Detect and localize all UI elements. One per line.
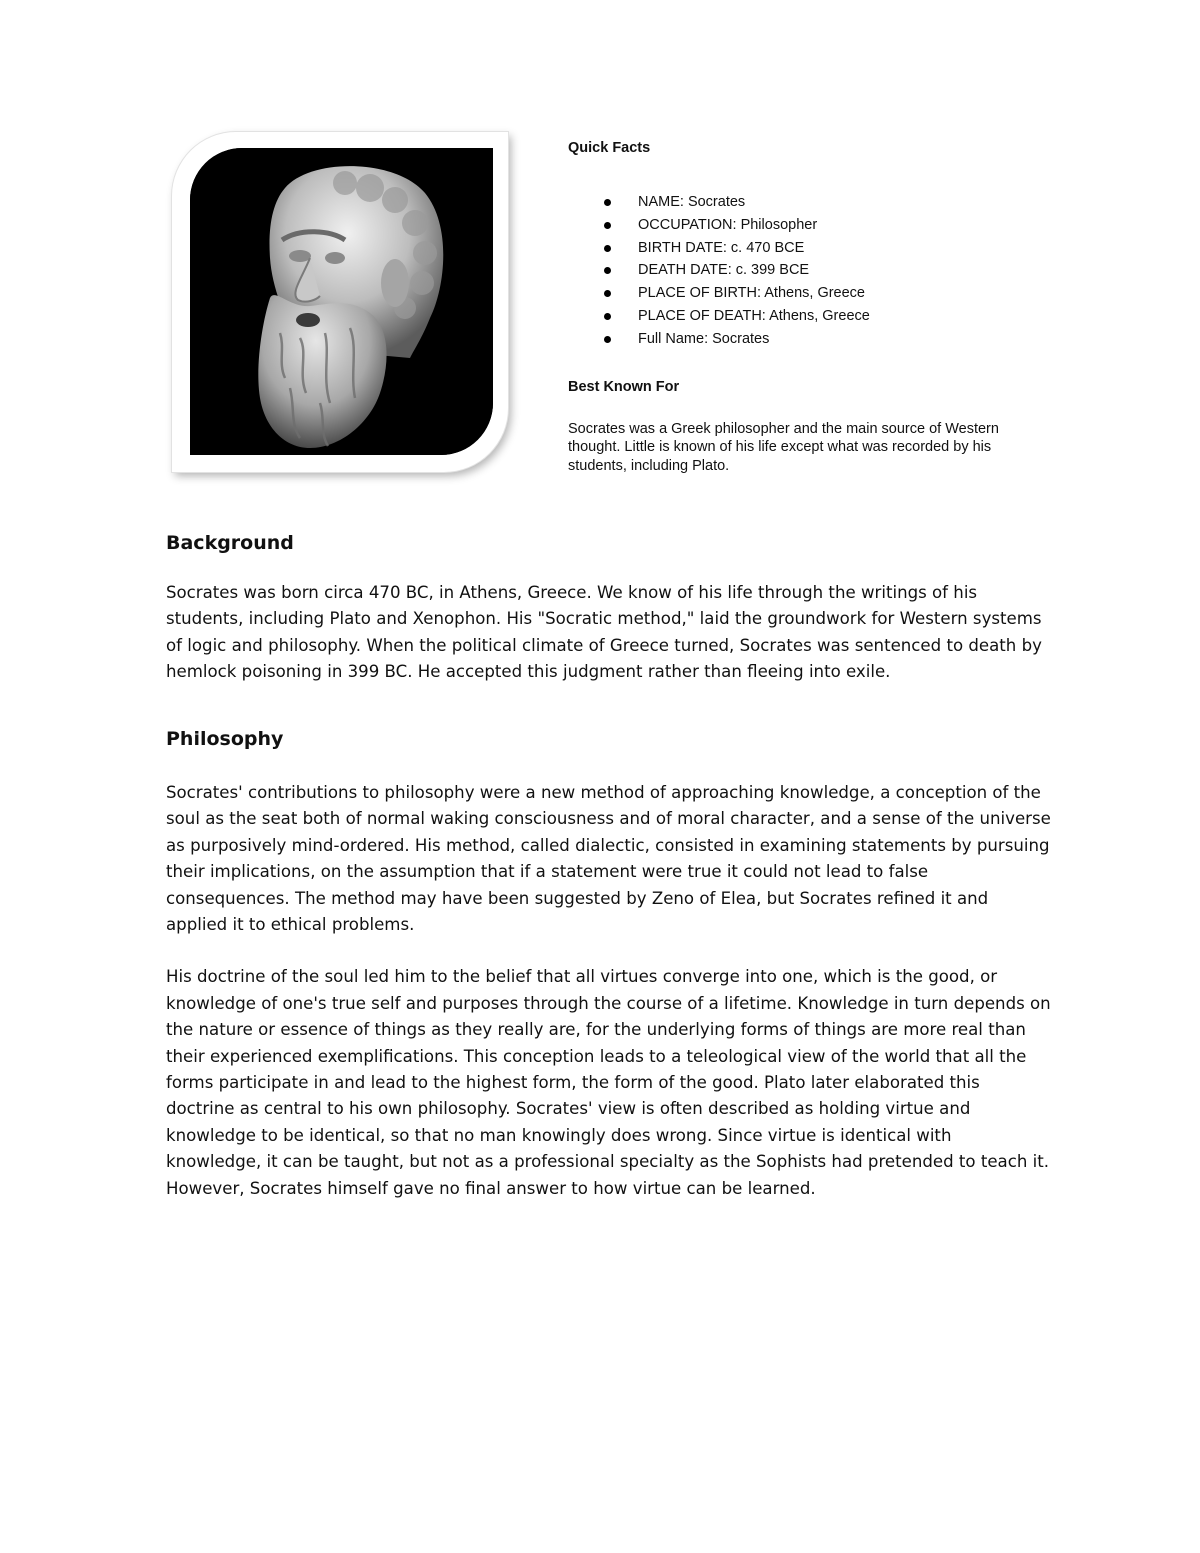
bullet-icon [604, 222, 611, 229]
bullet-icon [604, 336, 611, 343]
bullet-icon [604, 199, 611, 206]
best-known-for-text: Socrates was a Greek philosopher and the main source of Western thought. Little is known of his life except what was recorded by his students, including Plato. [568, 420, 999, 474]
bullet-icon [604, 267, 611, 274]
socrates-portrait-image [190, 148, 493, 455]
bullet-icon [604, 290, 611, 297]
bust-illustration [190, 148, 493, 455]
quick-facts-panel [568, 138, 1068, 475]
philosophy-section [166, 726, 1051, 1202]
quick-facts-list [568, 191, 1068, 351]
bullet-icon [604, 245, 611, 252]
list-item: DEATH DATE: c. 399 BCE [568, 259, 1068, 282]
best-known-for-heading: Best Known For [568, 378, 680, 395]
bullet-icon [604, 313, 611, 320]
portrait-frame [172, 132, 508, 472]
philosophy-paragraph-2: His doctrine of the soul led him to the belief that all virtues converge into one, which is the good, or knowledge of one's true self and purposes through the course of a lifetime. Knowledge in turn depends on the nature or essence of things as they really are, for the underlying forms of things are more real than their experienced exemplifications. This conception leads to a teleological view of the world that all the forms participate in and lead to the highest form, the form of the good. Plato later elaborated this doctrine as central to his own philosophy. Socrates' view is often described as holding virtue and knowledge to be identical, so that no man knowingly does wrong. Since virtue is identical with knowledge, it can be taught, but not as a professional specialty as the Sophists had pretended to teach it. However, Socrates himself gave no final answer to how virtue can be learned. [166, 967, 1051, 1198]
list-item: PLACE OF BIRTH: Athens, Greece [568, 282, 1068, 305]
list-item: OCCUPATION: Philosopher [568, 214, 1068, 237]
list-item: BIRTH DATE: c. 470 BCE [568, 237, 1068, 260]
list-item: NAME: Socrates [568, 191, 1068, 214]
list-item: Full Name: Socrates [568, 328, 1068, 351]
philosophy-heading: Philosophy [166, 728, 284, 750]
background-heading: Background [166, 532, 294, 554]
quick-facts-heading: Quick Facts [568, 140, 651, 156]
philosophy-paragraph-1: Socrates' contributions to philosophy were a new method of approaching knowledge, a conception of the soul as the seat both of normal waking consciousness and of moral character, and a sense of the universe as purposively mind-ordered. His method, called dialectic, consisted in examining statements by pursuing their implications, on the assumption that if a statement were true it could not lead to false consequences. The method may have been suggested by Zeno of Elea, but Socrates refined it and applied it to ethical problems. [166, 783, 1051, 935]
list-item: PLACE OF DEATH: Athens, Greece [568, 305, 1068, 328]
background-paragraph: Socrates was born circa 470 BC, in Athens, Greece. We know of his life through the writings of his students, including Plato and Xenophon. His "Socratic method," laid the groundwork for Western systems of logic and philosophy. When the political climate of Greece turned, Socrates was sentenced to death by hemlock poisoning in 399 BC. He accepted this judgment rather than fleeing into exile. [166, 583, 1042, 682]
background-section [166, 530, 1051, 686]
